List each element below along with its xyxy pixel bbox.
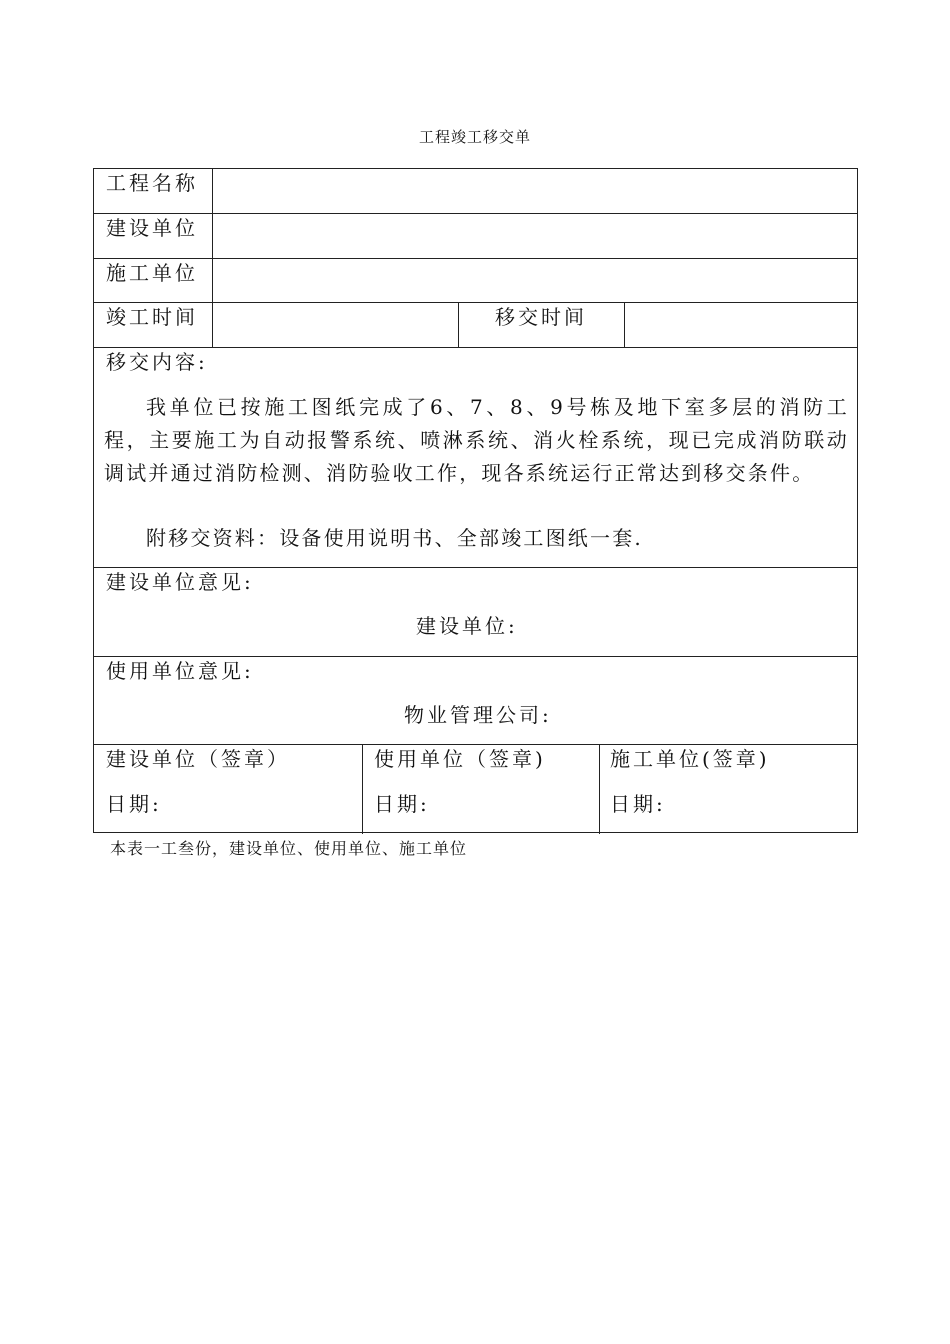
row-divider [94,258,857,259]
construction-opinion-label: 建设单位意见: [106,570,254,594]
builder-unit-label: 施工单位 [106,261,198,285]
builder-seal-label: 施工单位(签章) [610,747,770,771]
column-divider [624,302,625,347]
column-divider [458,302,459,347]
row-divider [94,347,857,348]
column-divider [212,169,213,347]
row-divider [94,744,857,745]
completion-time-label: 竣工时间 [106,305,198,329]
footnote: 本表一工叁份，建设单位、使用单位、施工单位 [110,839,468,858]
construction-unit-label: 建设单位 [106,216,198,240]
document-title: 工程竣工移交单 [418,128,531,146]
column-divider [362,744,363,834]
user-date-label: 日期: [374,792,430,816]
row-divider [94,302,857,303]
user-seal-label: 使用单位（签章) [374,747,546,771]
handover-form [93,168,858,833]
row-divider [94,567,857,568]
builder-date-label: 日期: [610,792,666,816]
property-signature-label: 物业管理公司: [404,703,552,727]
project-name-label: 工程名称 [106,171,198,195]
construction-date-label: 日期: [106,792,162,816]
handover-content-heading: 移交内容: [106,350,208,374]
handover-time-label: 移交时间 [495,305,587,329]
column-divider [599,744,600,834]
row-divider [94,213,857,214]
construction-seal-label: 建设单位（签章） [106,747,290,771]
row-divider [94,656,857,657]
handover-attachments-paragraph: 附移交资料：设备使用说明书、全部竣工图纸一套. [146,526,643,550]
handover-content-paragraph: 我单位已按施工图纸完成了6、7、8、9号栋及地下室多层的消防工程，主要施工为自动报警系统、喷淋系统、消火栓系统，现已完成消防联动调试并通过消防检测、消防验收工作，现各系统运行正常达到移交条件。 [104,395,849,485]
user-opinion-label: 使用单位意见: [106,659,254,683]
construction-signature-label: 建设单位: [416,614,518,638]
